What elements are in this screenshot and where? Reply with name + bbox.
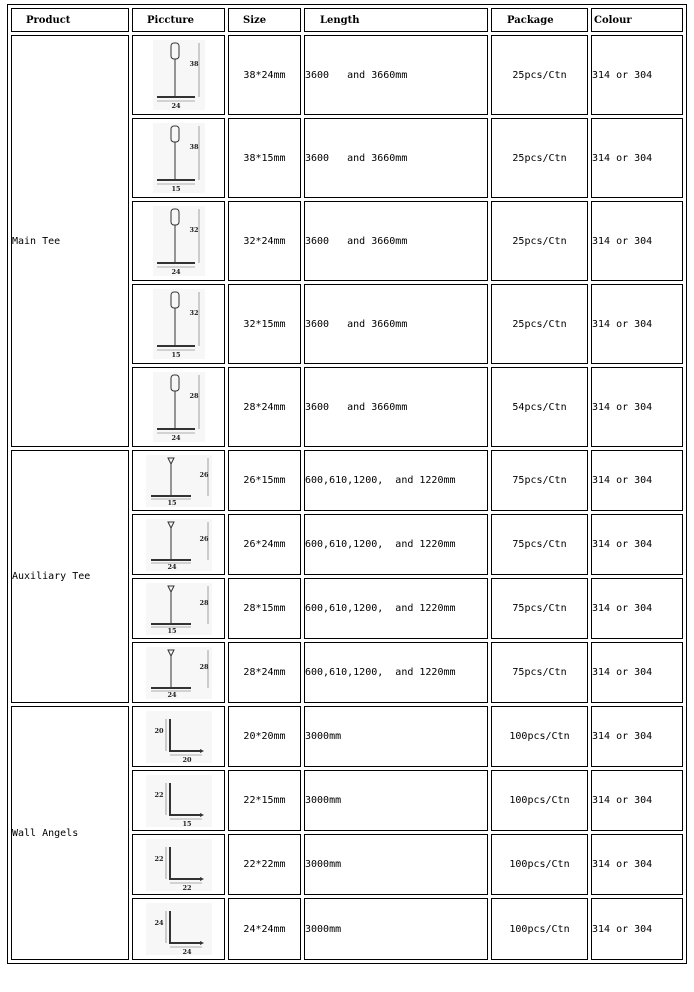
picture-cell bbox=[132, 118, 225, 198]
colour-cell: 314 or 304 bbox=[591, 578, 683, 639]
main-tee-profile-icon bbox=[153, 372, 205, 442]
auxiliary-tee-profile-icon bbox=[146, 455, 212, 507]
wall-angle-profile-icon bbox=[146, 839, 212, 891]
header-size: Size bbox=[228, 8, 301, 32]
size-cell: 24*24mm bbox=[228, 898, 301, 960]
colour-cell: 314 or 304 bbox=[591, 118, 683, 198]
picture-cell bbox=[132, 284, 225, 364]
width-dimension-label: 15 bbox=[166, 626, 177, 635]
length-cell: 3000mm bbox=[304, 706, 488, 767]
colour-cell: 314 or 304 bbox=[591, 706, 683, 767]
main-tee-profile-icon bbox=[153, 40, 205, 110]
product-name-cell: Main Tee bbox=[11, 35, 129, 447]
size-cell: 32*15mm bbox=[228, 284, 301, 364]
product-spec-table bbox=[7, 4, 687, 964]
package-cell: 54pcs/Ctn bbox=[491, 367, 588, 447]
colour-cell: 314 or 304 bbox=[591, 35, 683, 115]
length-cell: 3600 and 3660mm bbox=[304, 284, 488, 364]
height-dimension-label: 22 bbox=[153, 790, 164, 799]
package-cell: 25pcs/Ctn bbox=[491, 35, 588, 115]
height-dimension-label: 38 bbox=[188, 60, 199, 68]
colour-cell: 314 or 304 bbox=[591, 514, 683, 575]
wall-angle-profile-icon bbox=[146, 903, 212, 955]
height-dimension-label: 28 bbox=[188, 392, 199, 400]
table-row bbox=[11, 450, 683, 511]
colour-cell: 314 or 304 bbox=[591, 642, 683, 703]
auxiliary-tee-profile-icon bbox=[146, 519, 212, 571]
size-cell: 28*24mm bbox=[228, 642, 301, 703]
picture-cell bbox=[132, 578, 225, 639]
size-cell: 22*22mm bbox=[228, 834, 301, 895]
picture-cell bbox=[132, 35, 225, 115]
header-product: Product bbox=[11, 8, 129, 32]
colour-cell: 314 or 304 bbox=[591, 834, 683, 895]
table-row bbox=[11, 35, 683, 115]
picture-cell bbox=[132, 367, 225, 447]
length-cell: 3600 and 3660mm bbox=[304, 35, 488, 115]
length-cell: 3000mm bbox=[304, 898, 488, 960]
package-cell: 75pcs/Ctn bbox=[491, 578, 588, 639]
product-name-cell: Wall Angels bbox=[11, 706, 129, 960]
length-cell: 3000mm bbox=[304, 770, 488, 831]
width-dimension-label: 24 bbox=[170, 102, 181, 110]
colour-cell: 314 or 304 bbox=[591, 898, 683, 960]
picture-cell bbox=[132, 770, 225, 831]
height-dimension-label: 28 bbox=[198, 598, 209, 607]
package-cell: 100pcs/Ctn bbox=[491, 770, 588, 831]
picture-cell bbox=[132, 450, 225, 511]
height-dimension-label: 20 bbox=[153, 726, 164, 735]
main-tee-profile-icon bbox=[153, 123, 205, 193]
width-dimension-label: 24 bbox=[170, 434, 181, 442]
package-cell: 25pcs/Ctn bbox=[491, 118, 588, 198]
colour-cell: 314 or 304 bbox=[591, 770, 683, 831]
main-tee-profile-icon bbox=[153, 206, 205, 276]
width-dimension-label: 22 bbox=[181, 883, 192, 891]
picture-cell bbox=[132, 201, 225, 281]
table-body bbox=[11, 35, 683, 960]
length-cell: 3600 and 3660mm bbox=[304, 367, 488, 447]
header-colour: Colour bbox=[591, 8, 683, 32]
product-name-cell: Auxiliary Tee bbox=[11, 450, 129, 703]
width-dimension-label: 24 bbox=[166, 562, 177, 571]
length-cell: 600,610,1200, and 1220mm bbox=[304, 514, 488, 575]
height-dimension-label: 26 bbox=[198, 534, 209, 543]
header-package: Package bbox=[491, 8, 588, 32]
package-cell: 75pcs/Ctn bbox=[491, 642, 588, 703]
width-dimension-label: 24 bbox=[170, 268, 181, 276]
main-tee-profile-icon bbox=[153, 289, 205, 359]
height-dimension-label: 28 bbox=[198, 662, 209, 671]
package-cell: 25pcs/Ctn bbox=[491, 201, 588, 281]
table-header-row bbox=[11, 8, 683, 32]
height-dimension-label: 38 bbox=[188, 143, 199, 151]
height-dimension-label: 24 bbox=[153, 919, 164, 927]
length-cell: 3000mm bbox=[304, 834, 488, 895]
header-length: Length bbox=[304, 8, 488, 32]
length-cell: 600,610,1200, and 1220mm bbox=[304, 578, 488, 639]
package-cell: 25pcs/Ctn bbox=[491, 284, 588, 364]
colour-cell: 314 or 304 bbox=[591, 284, 683, 364]
width-dimension-label: 15 bbox=[170, 351, 181, 359]
size-cell: 38*24mm bbox=[228, 35, 301, 115]
height-dimension-label: 32 bbox=[188, 226, 199, 234]
header-picture: Piccture bbox=[132, 8, 225, 32]
size-cell: 28*15mm bbox=[228, 578, 301, 639]
size-cell: 32*24mm bbox=[228, 201, 301, 281]
colour-cell: 314 or 304 bbox=[591, 450, 683, 511]
package-cell: 75pcs/Ctn bbox=[491, 450, 588, 511]
picture-cell bbox=[132, 834, 225, 895]
height-dimension-label: 32 bbox=[188, 309, 199, 317]
height-dimension-label: 22 bbox=[153, 854, 164, 863]
picture-cell bbox=[132, 898, 225, 960]
width-dimension-label: 15 bbox=[170, 185, 181, 193]
auxiliary-tee-profile-icon bbox=[146, 647, 212, 699]
length-cell: 600,610,1200, and 1220mm bbox=[304, 450, 488, 511]
size-cell: 38*15mm bbox=[228, 118, 301, 198]
width-dimension-label: 15 bbox=[181, 819, 192, 827]
wall-angle-profile-icon bbox=[146, 775, 212, 827]
length-cell: 600,610,1200, and 1220mm bbox=[304, 642, 488, 703]
table-row bbox=[11, 706, 683, 767]
length-cell: 3600 and 3660mm bbox=[304, 118, 488, 198]
package-cell: 100pcs/Ctn bbox=[491, 706, 588, 767]
width-dimension-label: 15 bbox=[166, 498, 177, 507]
size-cell: 20*20mm bbox=[228, 706, 301, 767]
length-cell: 3600 and 3660mm bbox=[304, 201, 488, 281]
picture-cell bbox=[132, 514, 225, 575]
size-cell: 28*24mm bbox=[228, 367, 301, 447]
height-dimension-label: 26 bbox=[198, 470, 209, 479]
package-cell: 100pcs/Ctn bbox=[491, 898, 588, 960]
width-dimension-label: 24 bbox=[181, 948, 192, 955]
size-cell: 26*15mm bbox=[228, 450, 301, 511]
picture-cell bbox=[132, 642, 225, 703]
width-dimension-label: 24 bbox=[166, 690, 177, 699]
picture-cell bbox=[132, 706, 225, 767]
width-dimension-label: 20 bbox=[181, 755, 192, 763]
wall-angle-profile-icon bbox=[146, 711, 212, 763]
package-cell: 75pcs/Ctn bbox=[491, 514, 588, 575]
size-cell: 22*15mm bbox=[228, 770, 301, 831]
auxiliary-tee-profile-icon bbox=[146, 583, 212, 635]
colour-cell: 314 or 304 bbox=[591, 367, 683, 447]
package-cell: 100pcs/Ctn bbox=[491, 834, 588, 895]
colour-cell: 314 or 304 bbox=[591, 201, 683, 281]
size-cell: 26*24mm bbox=[228, 514, 301, 575]
